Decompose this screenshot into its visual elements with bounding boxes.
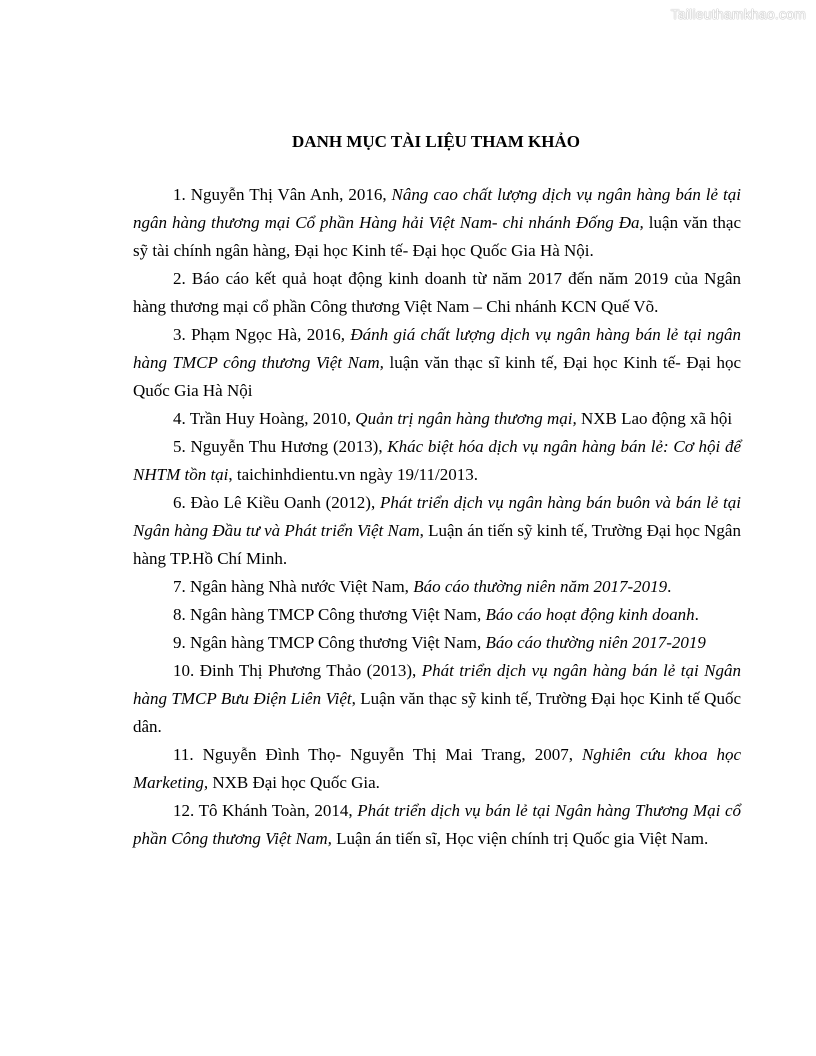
reference-number: 2. (173, 269, 186, 288)
reference-item: 5. Nguyễn Thu Hương (2013), Khác biệt hóa dịch vụ ngân hàng bán lẻ: Cơ hội để NHTM tồn tại, taichinhdientu.vn ngày 19/11/2013. (133, 437, 741, 484)
reference-number: 7. (173, 577, 186, 596)
reference-number: 5. (173, 437, 186, 456)
reference-title: Phát triển dịch vụ ngân hàng bán lẻ tại Ngân hàng TMCP Bưu Điện Liên Việt (133, 661, 742, 708)
reference-title: Phát triển dịch vụ ngân hàng bán buôn và bán lẻ tại Ngân hàng Đầu tư và Phát triển Việt Nam (133, 493, 741, 540)
reference-number: 9. (173, 633, 186, 652)
reference-title: Phát triển dịch vụ bán lẻ tại Ngân hàng Thương Mại cổ phần Công thương Việt Nam, (133, 801, 742, 848)
reference-item: 4. Trần Huy Hoàng, 2010, Quản trị ngân hàng thương mại, NXB Lao động xã hội (173, 409, 733, 428)
reference-item: 8. Ngân hàng TMCP Công thương Việt Nam, Báo cáo hoạt động kinh doanh. (173, 605, 699, 624)
reference-list (133, 181, 741, 853)
reference-item: 12. Tô Khánh Toàn, 2014, Phát triển dịch vụ bán lẻ tại Ngân hàng Thương Mại cổ phần Công thương Việt Nam, Luận án tiến sĩ, Học viện chính trị Quốc gia Việt Nam. (133, 801, 742, 848)
watermark-text: Tailieuthamkhao.com (670, 6, 806, 22)
reference-item: 2. Báo cáo kết quả hoạt động kinh doanh từ năm 2017 đến năm 2019 của Ngân hàng thương mại cổ phần Công thương Việt Nam – Chi nhánh KCN Quế Võ. (133, 269, 741, 316)
reference-title: Nghiên cứu khoa học Marketing, (133, 745, 741, 792)
reference-title: Báo cáo thường niên 2017-2019 (485, 633, 706, 652)
reference-number: 1. (173, 185, 186, 204)
reference-number: 8. (173, 605, 186, 624)
reference-title: Báo cáo thường niên năm 2017-2019 (413, 577, 668, 596)
reference-number: 3. (173, 325, 186, 344)
reference-title: Khác biệt hóa dịch vụ ngân hàng bán lẻ: Cơ hội để NHTM tồn tại (133, 437, 741, 484)
reference-number: 11. (173, 745, 194, 764)
reference-title: Quản trị ngân hàng thương mại, (355, 409, 577, 428)
reference-item: 11. Nguyễn Đình Thọ- Nguyễn Thị Mai Trang, 2007, Nghiên cứu khoa học Marketing, NXB Đại học Quốc Gia. (133, 745, 741, 792)
reference-title: , Đánh giá chất lượng dịch vụ ngân hàng bán lẻ tại ngân hàng TMCP công thương Việt Nam, (133, 325, 741, 372)
reference-number: 6. (173, 493, 186, 512)
reference-number: 10. (173, 661, 195, 680)
reference-title: Báo cáo hoạt động kinh doanh (485, 605, 695, 624)
reference-item: 3. Phạm Ngọc Hà, 2016, Đánh giá chất lượng dịch vụ ngân hàng bán lẻ tại ngân hàng TMCP công thương Việt Nam, luận văn thạc sĩ kinh tế, Đại học Kinh tế- Đại học Quốc Gia Hà Nội (133, 325, 741, 400)
reference-number: 4. (173, 409, 186, 428)
page-title: DANH MỤC TÀI LIỆU THAM KHẢO (292, 132, 580, 151)
reference-item: 10. Đinh Thị Phương Thảo (2013), Phát triển dịch vụ ngân hàng bán lẻ tại Ngân hàng TMCP Bưu Điện Liên Việt, Luận văn thạc sỹ kinh tế, Trường Đại học Kinh tế Quốc dân. (133, 661, 742, 736)
reference-item: 9. Ngân hàng TMCP Công thương Việt Nam, Báo cáo thường niên 2017-2019 (173, 633, 706, 652)
reference-number: 12. (173, 801, 195, 820)
reference-item: 6. Đào Lê Kiều Oanh (2012), Phát triển dịch vụ ngân hàng bán buôn và bán lẻ tại Ngân hàng Đầu tư và Phát triển Việt Nam, Luận án tiến sỹ kinh tế, Trường Đại học Ngân hàng TP.Hồ Chí Minh. (133, 493, 741, 568)
reference-title: Nâng cao chất lượng dịch vụ ngân hàng bán lẻ tại ngân hàng thương mại Cổ phần Hàng hải Việt Nam- chi nhánh Đống Đa, (133, 185, 741, 232)
reference-item: 1. Nguyễn Thị Vân Anh, 2016, Nâng cao chất lượng dịch vụ ngân hàng bán lẻ tại ngân hàng thương mại Cổ phần Hàng hải Việt Nam- chi nhánh Đống Đa, luận văn thạc sỹ tài chính ngân hàng, Đại học Kinh tế- Đại học Quốc Gia Hà Nội. (133, 185, 741, 260)
reference-item: 7. Ngân hàng Nhà nước Việt Nam, Báo cáo thường niên năm 2017-2019. (173, 577, 672, 596)
